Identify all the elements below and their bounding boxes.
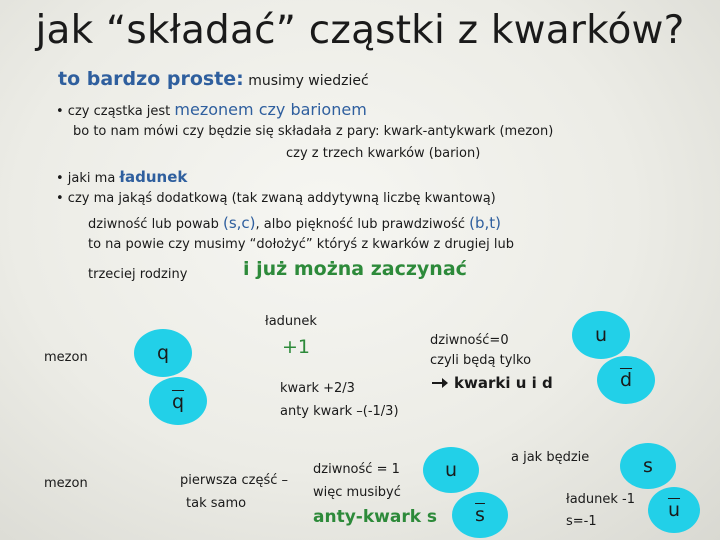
quark-q-circle: q [134, 329, 192, 377]
bullet1-prefix: • czy cząstka jest [56, 104, 175, 119]
s-equals-minus-one: s=-1 [566, 514, 597, 529]
bullet1-highlight: mezonem czy barionem [174, 100, 367, 119]
quark-s-circle: s [620, 443, 676, 489]
charge-plus-one: +1 [282, 336, 311, 358]
only-u-d-line [432, 374, 553, 393]
line5-sc: (s,c) [223, 214, 256, 232]
explain-line-pair: bo to nam mówi czy będzie się składała z pary: kwark-antykwark (mezon) [73, 124, 554, 139]
slide-title: jak “składać” cząstki z kwarków? [35, 8, 685, 53]
bullet2-prefix: • jaki ma [56, 171, 120, 186]
strangeness-zero: dziwność=0 [430, 333, 509, 348]
strangeness-one: dziwność = 1 [313, 462, 400, 477]
quark-charge: kwark +2/3 [280, 381, 355, 396]
anti-quark-s: anty-kwark s [313, 507, 438, 527]
mezon-label-1: mezon [44, 350, 88, 365]
strangeness-line [88, 214, 501, 232]
bullet-quantum-number: • czy ma jakąś dodatkową (tak zwaną addytywną liczbę kwantową) [56, 191, 496, 206]
same-label: tak samo [186, 496, 247, 511]
antiquark-d-circle: $\overline{d}$ [597, 356, 655, 404]
charge-minus-one: ładunek -1 [566, 492, 636, 507]
quark-u-circle-1: u [572, 311, 630, 359]
explain-line-triple: czy z trzech kwarków (barion) [286, 146, 481, 161]
line5-c: , albo piękność lub prawdziwość [255, 217, 470, 232]
first-part-label: pierwsza część – [180, 473, 289, 488]
family-line: to na powie czy musimy “dołożyć” któryś z kwarków z drugiej lub [88, 237, 515, 252]
bullet-charge [56, 167, 187, 186]
line5-bt: (b,t) [469, 214, 501, 232]
family-line-2: trzeciej rodziny [88, 267, 188, 282]
bullet2-highlight: ładunek [119, 168, 188, 186]
what-if-label: a jak będzie [511, 450, 590, 465]
antiquark-q-circle: $\overline{q}$ [149, 377, 207, 425]
antiquark-charge: anty kwark –(-1/3) [280, 404, 399, 419]
charge-label: ładunek [265, 314, 317, 329]
intro-lead: to bardzo proste: [58, 68, 244, 90]
bullet-meson-baryon [56, 100, 367, 119]
antiquark-u-circle: $\overline{u}$ [648, 487, 700, 533]
only-will-be: czyli będą tylko [430, 353, 532, 368]
line5-a: dziwność lub powab [88, 217, 223, 232]
start-headline: i już można zaczynać [243, 258, 467, 280]
must-be-label: więc musibyć [313, 485, 401, 500]
antiquark-s-circle: $\overline{s}$ [452, 492, 508, 538]
intro-line [58, 68, 369, 90]
quark-u-circle-2: u [423, 447, 479, 493]
intro-tail: musimy wiedzieć [243, 73, 369, 89]
arrow-right-icon [432, 375, 448, 393]
mezon-label-2: mezon [44, 476, 88, 491]
quarks-u-d: kwarki u i d [454, 374, 553, 392]
